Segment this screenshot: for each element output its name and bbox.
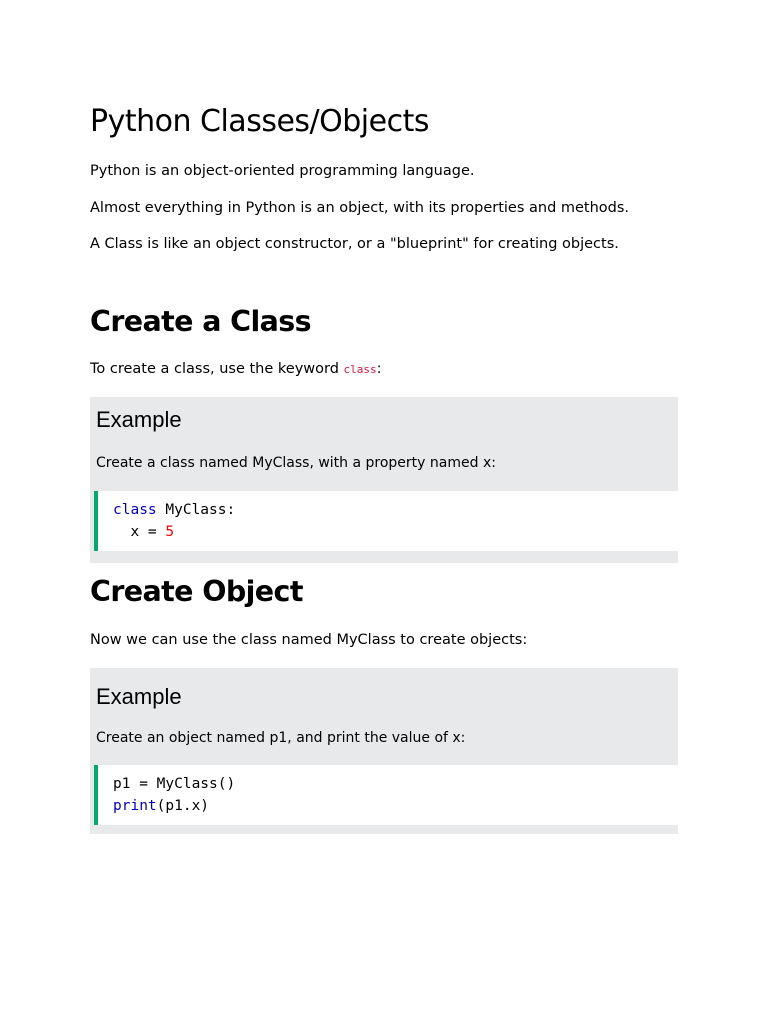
code-line-1 (113, 499, 235, 521)
code-keyword-class: class (113, 502, 157, 518)
create-class-text: To create a class, use the keyword (90, 361, 344, 377)
example-title: Example (96, 684, 182, 709)
create-class-paragraph (90, 361, 382, 377)
section-heading-create-object: Create Object (90, 575, 303, 608)
code-text: x = (113, 524, 166, 540)
intro-paragraph-2: Almost everything in Python is an object, with its properties and methods. (90, 200, 630, 216)
intro-paragraph-1: Python is an object-oriented programming language. (90, 163, 475, 179)
example-title: Example (96, 407, 182, 432)
create-object-paragraph: Now we can use the class named MyClass to create objects: (90, 632, 528, 648)
create-class-colon: : (376, 361, 382, 377)
code-block[interactable] (94, 491, 678, 551)
code-line-2 (113, 521, 174, 543)
code-text: (p1.x) (156, 798, 210, 814)
example-description: Create a class named MyClass, with a property named x: (96, 455, 496, 471)
example-box-create-object (90, 668, 678, 834)
page-title: Python Classes/Objects (90, 104, 429, 139)
inline-keyword-class: class (343, 363, 377, 376)
code-block[interactable] (94, 765, 678, 825)
code-text: MyClass: (156, 502, 236, 518)
intro-paragraph-3: A Class is like an object constructor, or a "blueprint" for creating objects. (90, 236, 619, 252)
code-line-2 (113, 795, 209, 817)
code-function-print: print (113, 798, 157, 814)
example-description: Create an object named p1, and print the value of x: (96, 730, 466, 746)
example-box-create-class (90, 397, 678, 563)
code-line-1: p1 = MyClass() (113, 776, 236, 792)
section-heading-create-class: Create a Class (90, 305, 312, 338)
code-number: 5 (165, 524, 175, 540)
